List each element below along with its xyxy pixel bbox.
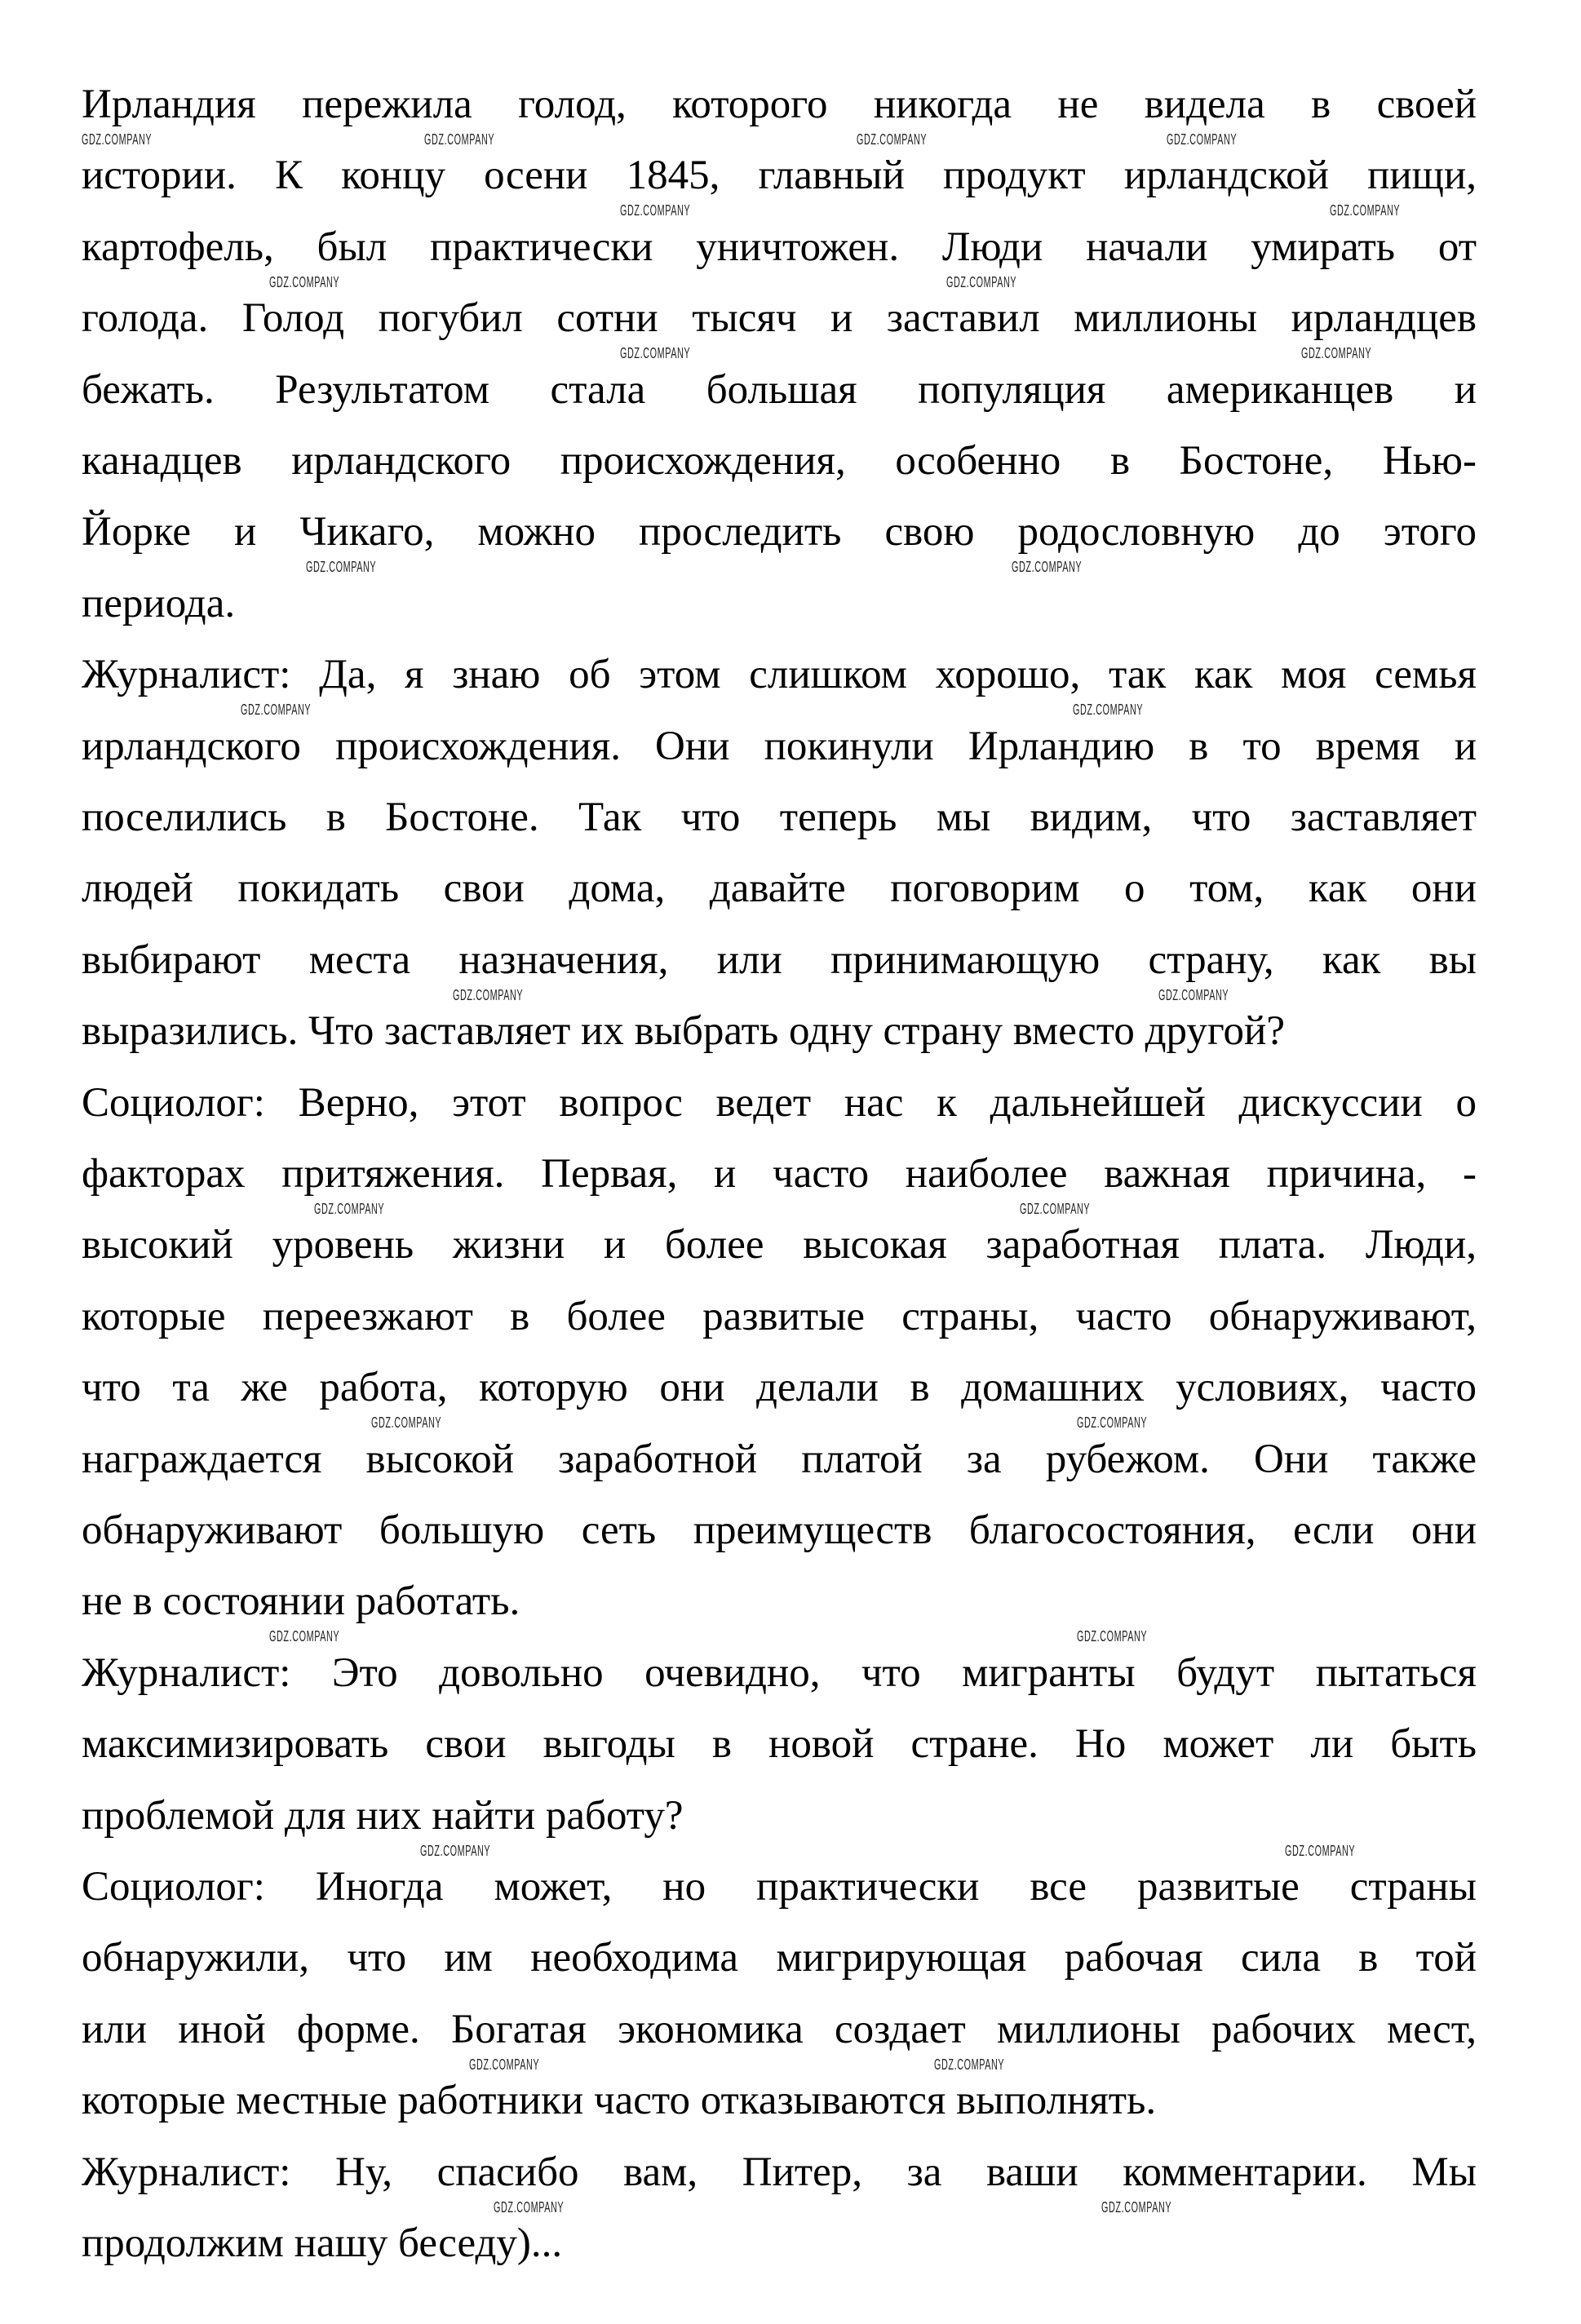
watermark: GDZ.COMPANY — [1330, 202, 1401, 219]
text-line: выразились. Что заставляет их выбрать одну страну вместо другой? — [82, 1008, 1285, 1055]
watermark: GDZ.COMPANY — [494, 2198, 565, 2216]
watermark: GDZ.COMPANY — [269, 273, 340, 290]
watermark: GDZ.COMPANY — [1073, 702, 1144, 719]
text-line: награждается высокой заработной платой за рубежом. Они также — [82, 1436, 1477, 1482]
text-line: которые переезжают в более развитые страны, часто обнаруживают, — [82, 1293, 1477, 1339]
text-line: канадцев ирландского происхождения, особенно в Бостоне, Нью- — [82, 438, 1477, 484]
text-line: которые местные работники часто отказываются выполнять. — [82, 2078, 1157, 2124]
text-line: факторах притяжения. Первая, и часто наиболее важная причина, - — [82, 1151, 1477, 1197]
watermark: GDZ.COMPANY — [1167, 131, 1238, 148]
watermark: GDZ.COMPANY — [314, 1201, 385, 1217]
text-line: Социолог: Иногда может, но практически все развитые страны — [82, 1864, 1477, 1910]
watermark: GDZ.COMPANY — [1301, 345, 1372, 362]
text-line: Журналист: Это довольно очевидно, что мигранты будут пытаться — [82, 1649, 1477, 1696]
watermark: GDZ.COMPANY — [371, 1414, 442, 1432]
text-line: обнаруживают большую сеть преимуществ благосостояния, если они — [82, 1507, 1477, 1553]
text-line: Социолог: Верно, этот вопрос ведет нас к дальнейшей дискуссии о — [82, 1079, 1477, 1126]
text-line: бежать. Результатом стала большая популяция американцев и — [82, 366, 1477, 413]
watermark: GDZ.COMPANY — [1012, 559, 1083, 576]
text-line: или иной форме. Богатая экономика создает миллионы рабочих мест, — [82, 2006, 1477, 2052]
watermark: GDZ.COMPANY — [306, 559, 377, 576]
text-line: максимизировать свои выгоды в новой стране. Но может ли быть — [82, 1721, 1477, 1768]
text-line: периода. — [82, 580, 236, 626]
text-line: что та же работа, которую они делали в домашних условиях, часто — [82, 1365, 1477, 1411]
watermark: GDZ.COMPANY — [269, 1628, 340, 1645]
text-line: Ирландия пережила голод, которого никогда не видела в своей — [82, 82, 1477, 127]
text-line: истории. К концу осени 1845, главный продукт ирландской пищи, — [82, 153, 1477, 199]
watermark: GDZ.COMPANY — [424, 131, 495, 148]
watermark: GDZ.COMPANY — [241, 702, 312, 719]
text-line: не в состоянии работать. — [82, 1578, 520, 1625]
text-line: обнаружили, что им необходима мигрирующая рабочая сила в той — [82, 1935, 1477, 1981]
watermark: GDZ.COMPANY — [1077, 1628, 1148, 1645]
text-line: ирландского происхождения. Они покинули Ирландию в то время и — [82, 723, 1477, 769]
watermark: GDZ.COMPANY — [469, 2056, 540, 2073]
watermark: GDZ.COMPANY — [420, 1842, 491, 1859]
text-line: поселились в Бостоне. Так что теперь мы видим, что заставляет — [82, 795, 1477, 840]
text-line: выбирают места назначения, или принимающую страну, как вы — [82, 936, 1477, 983]
text-line: Йорке и Чикаго, можно проследить свою родословную до этого — [82, 509, 1477, 556]
text-line: продолжим нашу беседу)... — [82, 2220, 563, 2266]
text-line: проблемой для них найти работу? — [82, 1792, 684, 1839]
text-line: голода. Голод погубил сотни тысяч и заставил миллионы ирландцев — [82, 295, 1477, 342]
watermark: GDZ.COMPANY — [1101, 2198, 1172, 2216]
watermark: GDZ.COMPANY — [1158, 986, 1229, 1003]
watermark: GDZ.COMPANY — [82, 131, 153, 148]
watermark: GDZ.COMPANY — [1020, 1201, 1091, 1217]
watermark: GDZ.COMPANY — [453, 986, 524, 1003]
text-line: Журналист: Да, я знаю об этом слишком хорошо, так как моя семья — [82, 652, 1477, 698]
text-line: Журналист: Ну, спасибо вам, Питер, за ваши комментарии. Мы — [82, 2149, 1477, 2195]
watermark: GDZ.COMPANY — [1077, 1414, 1148, 1432]
watermark: GDZ.COMPANY — [1285, 1842, 1356, 1859]
watermark: GDZ.COMPANY — [934, 2056, 1005, 2073]
watermark: GDZ.COMPANY — [946, 273, 1017, 290]
text-line: высокий уровень жизни и более высокая заработная плата. Люди, — [82, 1222, 1477, 1268]
watermark: GDZ.COMPANY — [620, 202, 691, 219]
text-line: людей покидать свои дома, давайте поговорим о том, как они — [82, 865, 1477, 912]
watermark: GDZ.COMPANY — [857, 131, 928, 148]
watermark: GDZ.COMPANY — [620, 345, 691, 362]
text-line: картофель, был практически уничтожен. Люди начали умирать от — [82, 224, 1477, 270]
